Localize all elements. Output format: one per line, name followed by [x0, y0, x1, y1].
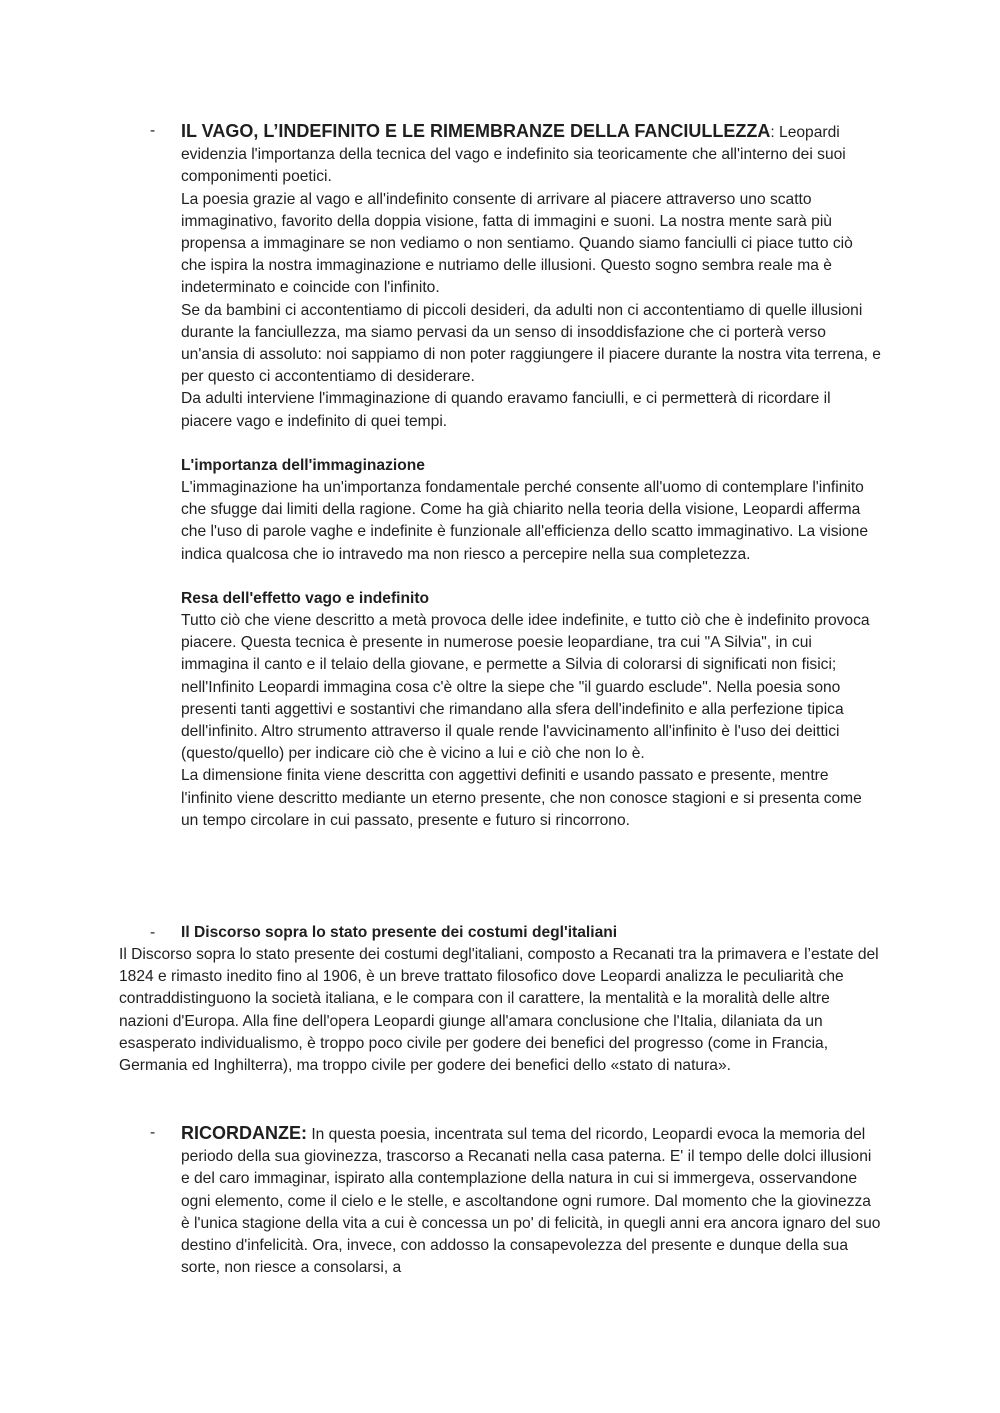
paragraph: Da adulti interviene l'immaginazione di quando eravamo fanciulli, e ci permetterà di ricordare il piacere vago e indefinito di quei tempi. — [181, 390, 831, 430]
paragraph: La dimensione finita viene descritta con aggettivi definiti e usando passato e presente, mentre l'infinito viene descritto mediante un eterno presente, che non conosce stagioni e si presenta come un tempo circolare in cui passato, presente e futuro si rincorrono. — [181, 767, 862, 829]
paragraph: Se da bambini ci accontentiamo di piccoli desideri, da adulti non ci accontentiamo di quelle illusioni durante la fanciullezza, ma siamo pervasi da un senso di insoddisfazione che ci porterà verso un'ansia di assoluto: noi sappiamo di non poter raggiungere il piacere durante la nostra vita terrena, e per questo ci accontentiamo di desiderare. — [181, 301, 881, 386]
section-discorso-body — [119, 944, 881, 1077]
section-title: Il Discorso sopra lo stato presente dei costumi degl'italiani — [181, 924, 618, 941]
section-intro — [181, 120, 881, 189]
intro-text: Leopardi evidenzia l'importanza della tecnica del vago e indefinito sia teoricamente che all'interno dei suoi componimenti poetici. — [181, 124, 846, 186]
section-intro — [181, 1122, 881, 1279]
paragraph: L'immaginazione ha un'importanza fondamentale perché consente all'uomo di contemplare l'infinito che sfugge dai limiti della ragione. Come ha già chiarito nella teoria della visione, Leopardi afferma che l'uso di parole vaghe e indefinite è funzionale all'efficienza dello scatto immaginativo. La visione indica qualcosa che io intravedo ma non riesco a percepire nella sua completezza. — [181, 479, 869, 563]
intro-text: In questa poesia, incentrata sul tema del ricordo, Leopardi evoca la memoria del periodo della sua giovinezza, trascorso a Recanati nella casa paterna. E' il tempo delle dolci illusioni e del caro immaginar, ispirato alla contemplazione della natura in cui si immergeva, osservandone ogni elemento, come il cielo e le stelle, e ascoltandone ogni rumore. Dal momento che la giovinezza è l'unica stagione della vita a cui è concessa un po' di felicità, in quegli anni era ancora ignaro del suo destino d'infelicità. Ora, invece, con addosso la consapevolezza del presente e dunque della sua sorte, non riesce a consolarsi, a — [181, 1126, 881, 1277]
bullet-dash: - — [150, 924, 156, 941]
paragraph: Il Discorso sopra lo stato presente dei costumi degl'italiani, composto a Recanati tra la primavera e l’estate del 1824 e rimasto inedito fino al 1906, è un breve trattato filosofico dove Leopardi analizza le peculiarità che contraddistinguono la società italiana, e le compara con il carattere, la mentalità e la moralità delle altre nazioni d'Europa. Alla fine dell'opera Leopardi giunge all'amara conclusione che l'Italia, dilaniata da un esasperato individualismo, è troppo poco civile per godere dei benefici del progresso (come in Francia, Germania ed Inghilterra), ma troppo civile per godere dei benefici dello «stato di natura». — [119, 946, 879, 1075]
section-ricordanze — [150, 1122, 881, 1279]
section-vago-indefinito — [150, 120, 881, 832]
section-discorso-heading — [150, 922, 881, 944]
section-title: IL VAGO, L’INDEFINITO E LE RIMEMBRANZE DELLA FANCIULLEZZA — [181, 121, 771, 141]
bullet-dash: - — [150, 122, 156, 139]
subheading-resa-effetto: Resa dell'effetto vago e indefinito — [181, 589, 430, 607]
paragraph: La poesia grazie al vago e all'indefinito consente di arrivare al piacere attraverso uno scatto immaginativo, favorito della doppia visione, fatta di immagini e suoni. La nostra mente sarà più propensa a immaginare se non vediamo o non sentiamo. Quando siamo fanciulli ci piace tutto ciò che ispira la nostra immaginazione e nutriamo delle illusioni. Questo sogno sembra reale ma è indeterminato e coincide con l'infinito. — [181, 190, 853, 297]
subheading-immaginazione: L'importanza dell'immaginazione — [181, 456, 425, 474]
section-title: RICORDANZE: — [181, 1123, 307, 1143]
bullet-dash: - — [150, 1124, 156, 1141]
title-suffix: : — [770, 124, 775, 141]
paragraph: Tutto ciò che viene descritto a metà provoca delle idee indefinite, e tutto ciò che è indefinito provoca piacere. Questa tecnica è presente in numerose poesie leopardiane, tra cui "A Silvia", in cui immagina il canto e il telaio della giovane, e permette a Silvia di colorarsi di significati non fisici; nell'Infinito Leopardi immagina cosa c'è oltre la siepe che "il guardo esclude". Nella poesia sono presenti tanti aggettivi e sostantivi che rimandano alla sfera dell'indefinito e alla perfezione tipica dell'infinito. Altro strumento attraverso il quale rende l'avvicinamento all'infinito è l'uso dei deittici (questo/quello) per indicare ciò che è vicino a lui e ciò che non lo è. — [181, 612, 870, 763]
